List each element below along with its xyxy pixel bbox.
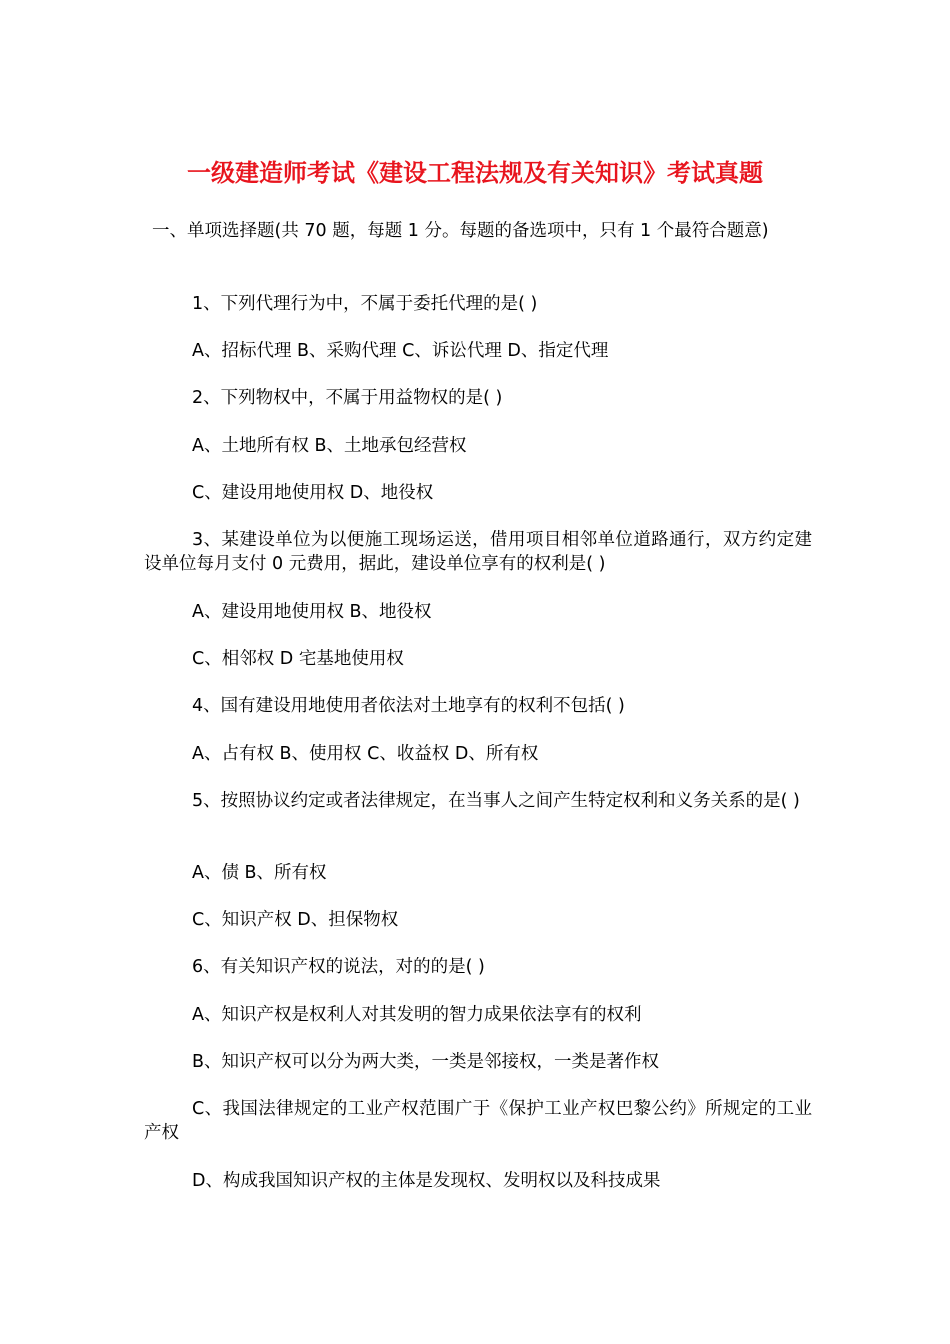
question-6-option-a: A、知识产权是权利人对其发明的智力成果依法享有的权利	[192, 1005, 642, 1025]
question-1-options: A、招标代理 B、采购代理 C、诉讼代理 D、指定代理	[192, 341, 609, 361]
question-5-options-cd: C、知识产权 D、担保物权	[192, 910, 399, 930]
question-2-options-ab: A、土地所有权 B、土地承包经营权	[192, 436, 467, 456]
question-3: 3、某建设单位为以便施工现场运送，借用项目相邻单位道路通行，双方约定建设单位每月支付 0 元费用，据此，建设单位享有的权利是( )	[144, 530, 812, 574]
question-2: 2、下列物权中，不属于用益物权的是( )	[192, 388, 503, 408]
question-5-options-ab: A、债 B、所有权	[192, 863, 327, 883]
question-6: 6、有关知识产权的说法，对的的是( )	[192, 957, 485, 977]
question-6-option-d: D、构成我国知识产权的主体是发现权、发明权以及科技成果	[192, 1171, 661, 1191]
question-2-options-cd: C、建设用地使用权 D、地役权	[192, 483, 434, 503]
question-1: 1、下列代理行为中，不属于委托代理的是( )	[192, 294, 538, 314]
question-4-options: A、占有权 B、使用权 C、收益权 D、所有权	[192, 744, 539, 764]
question-6-option-c: C、我国法律规定的工业产权范围广于《保护工业产权巴黎公约》所规定的工业产权	[144, 1099, 812, 1143]
section-heading: 一、单项选择题(共 70 题，每题 1 分。每题的备选项中，只有 1 个最符合题意)	[152, 221, 769, 241]
document-title: 一级建造师考试《建设工程法规及有关知识》考试真题	[187, 158, 763, 187]
question-6-option-b: B、知识产权可以分为两大类，一类是邻接权，一类是著作权	[192, 1052, 660, 1072]
question-3-options-cd: C、相邻权 D 宅基地使用权	[192, 649, 404, 669]
question-5: 5、按照协议约定或者法律规定，在当事人之间产生特定权利和义务关系的是( )	[192, 791, 800, 811]
question-4: 4、国有建设用地使用者依法对土地享有的权利不包括( )	[192, 696, 625, 716]
question-3-options-ab: A、建设用地使用权 B、地役权	[192, 602, 432, 622]
